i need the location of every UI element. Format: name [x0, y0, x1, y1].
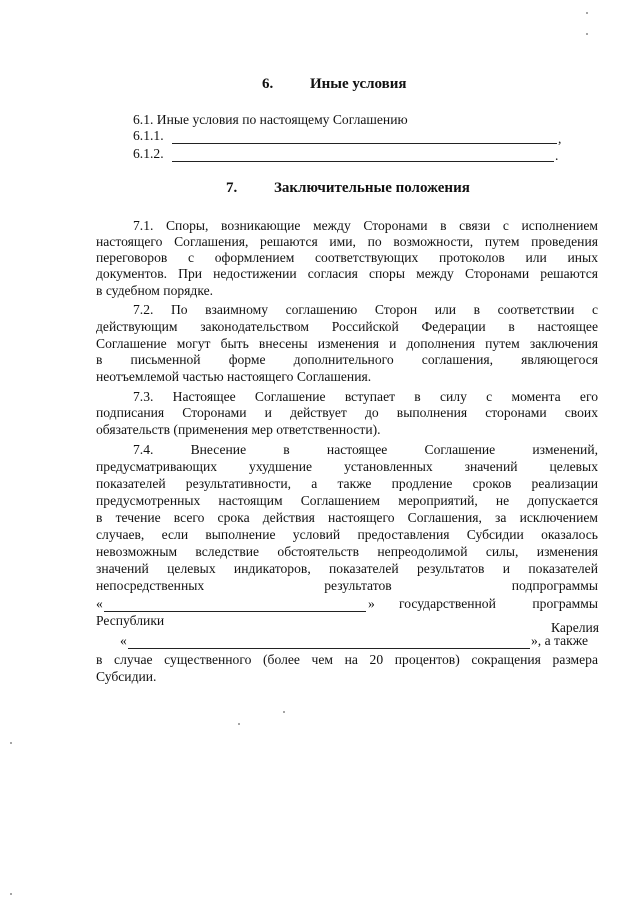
item-6-1-1-end: ,	[558, 131, 562, 146]
p74-line-4: предусмотренных настоящим Соглашением мероприятий, не допускается	[96, 493, 598, 508]
item-6-1-2-label: 6.1.2.	[133, 146, 164, 161]
scan-speck	[238, 723, 240, 725]
karelia-label: Карелия	[551, 620, 600, 635]
section-7-number: 7.	[226, 180, 238, 196]
republic-label: Республики	[96, 613, 165, 628]
p71-line-4: документов. При недостижении согласия споры между Сторонами решаются	[96, 266, 598, 281]
scan-speck	[10, 893, 12, 895]
section-6-number: 6.	[262, 76, 274, 92]
p72-line-1: 7.2. По взаимному соглашению Сторон или в соответствии с	[133, 302, 598, 317]
p73-line-3: обязательств (применения мер ответственности).	[96, 422, 381, 437]
p71-line-5: в судебном порядке.	[96, 283, 214, 298]
item-6-1-1-label: 6.1.1.	[133, 128, 164, 143]
p71-line-2: настоящего Соглашения, решаются ими, по возможности, путем проведения	[96, 234, 598, 249]
quote-open-2: «	[120, 633, 127, 648]
p74-line-1: 7.4. Внесение в настоящее Соглашение изменений,	[133, 442, 598, 457]
p71-line-3: переговоров с оформлением соответствующих протоколов или иных	[96, 250, 598, 265]
section-6-intro: 6.1. Иные условия по настоящему Соглашению	[133, 112, 408, 127]
tail-line-1: в случае существенного (более чем на 20 процентов) сокращения размера	[96, 652, 598, 667]
section-6-title: Иные условия	[310, 76, 407, 92]
program-name-blank	[128, 648, 530, 649]
p74-line-6: случаев, если выполнение условий предоставления Субсидии оказалось	[96, 527, 598, 542]
tail-line-2: Субсидии.	[96, 669, 157, 684]
p74-line-9: непосредственных результатов подпрограммы	[96, 578, 598, 593]
p72-line-3: Соглашение могут быть внесены изменения и дополнения путем заключения	[96, 336, 598, 351]
p72-line-4: в письменной форме дополнительного соглашения, являющегося	[96, 352, 598, 367]
scan-speck	[586, 33, 588, 35]
gov-program-label: государственной программы	[399, 596, 598, 611]
p74-line-3: показателей результативности, а также продление сроков реализации	[96, 476, 598, 491]
p74-line-2: предусматривающих ухудшение установленных значений целевых	[96, 459, 598, 474]
p72-line-5: неотъемлемой частью настоящего Соглашения.	[96, 369, 372, 384]
p72-line-2: действующим законодательством Российской Федерации в настоящее	[96, 319, 598, 334]
section-7-title: Заключительные положения	[274, 180, 470, 196]
p74-line-8: значений целевых индикаторов, показателей результатов и показателей	[96, 561, 598, 576]
subprogram-name-blank	[104, 611, 366, 612]
scan-speck	[586, 12, 588, 14]
quote-open-1: «	[96, 596, 103, 611]
p74-line-7: невозможным вследствие обстоятельств непреодолимой силы, изменения	[96, 544, 598, 559]
item-6-1-1-blank	[172, 143, 557, 144]
scan-speck	[283, 711, 285, 713]
item-6-1-2-blank	[172, 161, 554, 162]
p71-line-1: 7.1. Споры, возникающие между Сторонами в связи с исполнением	[133, 218, 598, 233]
p73-line-2: подписания Сторонами и действует до выполнения сторонами своих	[96, 405, 598, 420]
p74-line-5: в течение всего срока действия настоящего Соглашения, за исключением	[96, 510, 598, 525]
p73-line-1: 7.3. Настоящее Соглашение вступает в силу с момента его	[133, 389, 598, 404]
quote-close-2: », а также	[531, 633, 589, 648]
section-6-heading	[262, 76, 407, 93]
item-6-1-2-end: .	[555, 148, 559, 163]
quote-close-1: »	[368, 596, 375, 611]
section-7-heading	[226, 180, 470, 197]
scan-speck	[10, 742, 12, 744]
